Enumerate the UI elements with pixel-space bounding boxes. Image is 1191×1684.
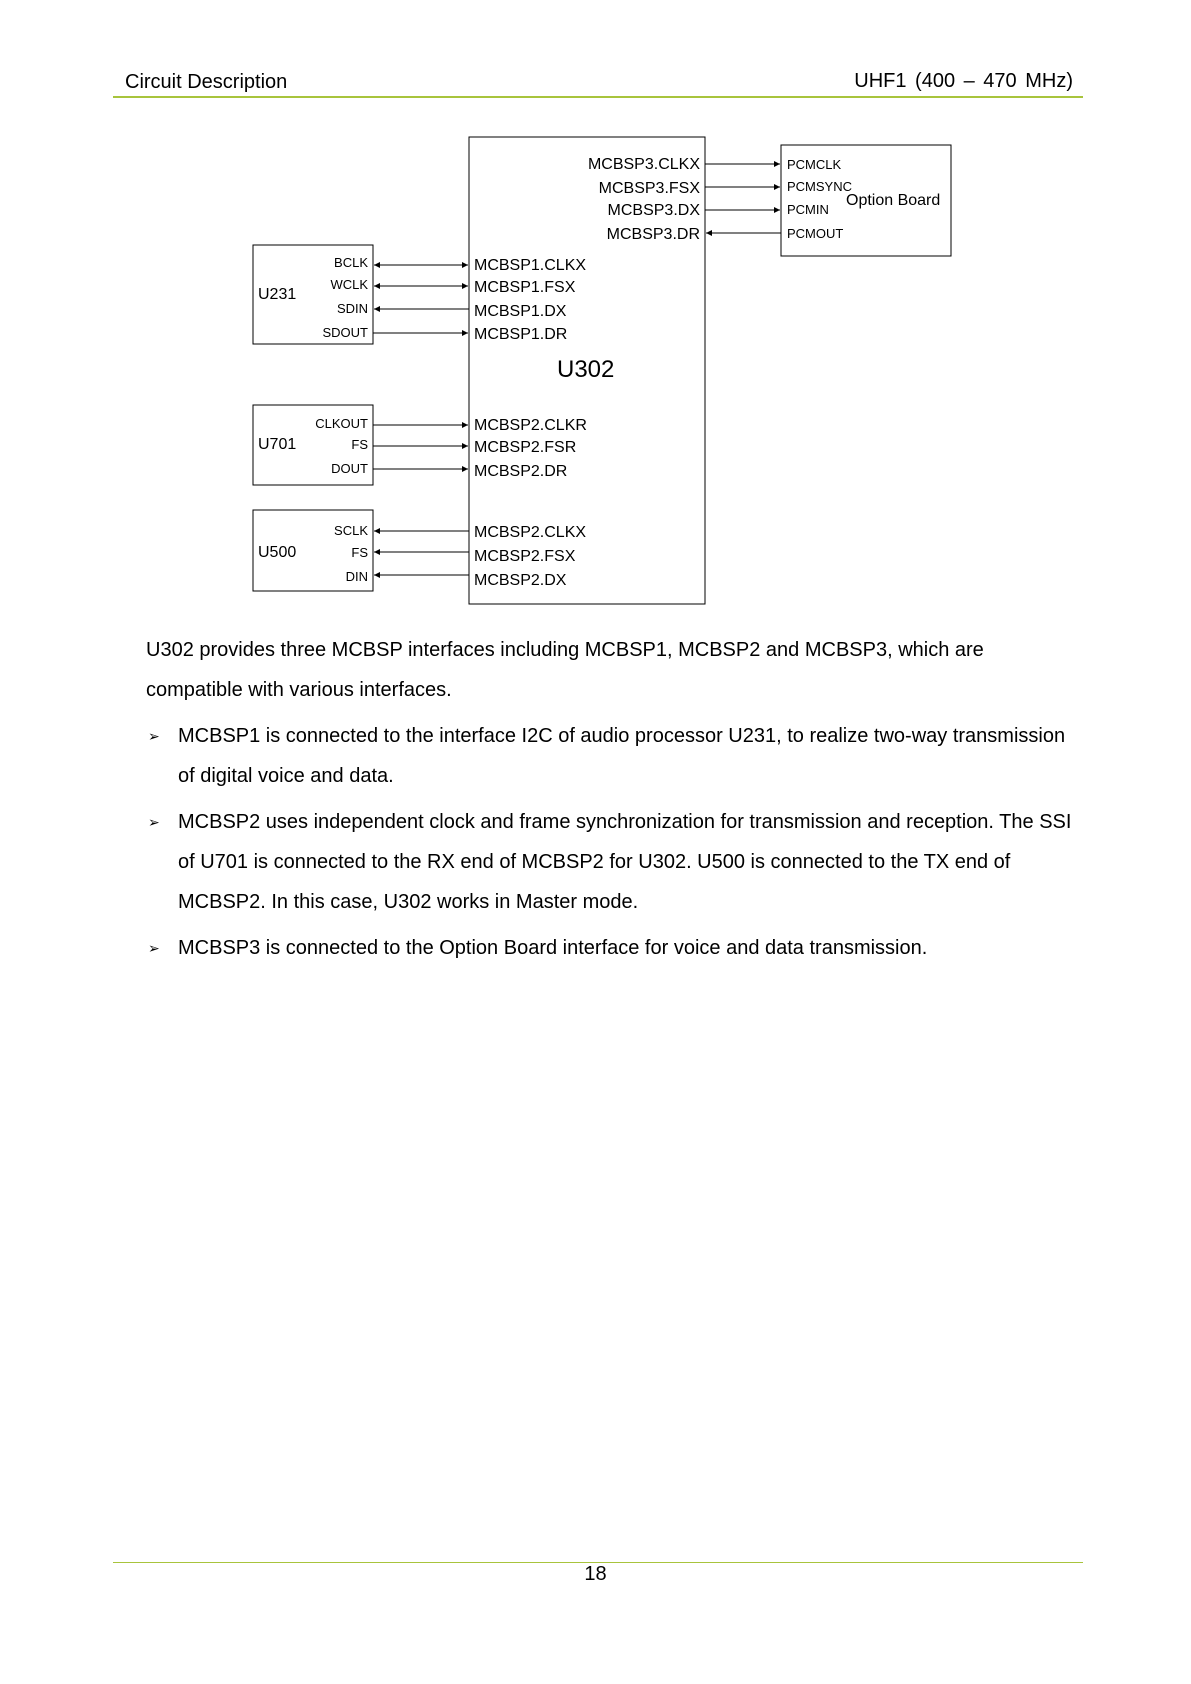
mcbsp2-fsr-label: MCBSP2.FSR <box>474 439 577 456</box>
u231-label: U231 <box>258 286 297 303</box>
mcbsp1-dx-label: MCBSP1.DX <box>474 303 567 320</box>
pcmout-label: PCMOUT <box>787 226 844 241</box>
u701-fs-label: FS <box>351 437 368 452</box>
u231-wclk-label: WCLK <box>330 277 368 292</box>
mcbsp2-clkx-label: MCBSP2.CLKX <box>474 524 587 541</box>
u231-bclk-label: BCLK <box>334 255 368 270</box>
mcbsp1-dr-label: MCBSP1.DR <box>474 326 568 343</box>
mcbsp3-fsx-label: MCBSP3.FSX <box>598 180 700 197</box>
bullet-arrow-icon: ➢ <box>148 814 160 830</box>
u701-clkout-label: CLKOUT <box>315 416 368 431</box>
bullet-item-mcbsp3 <box>146 928 1086 968</box>
mcbsp1-fsx-label: MCBSP1.FSX <box>474 279 576 296</box>
header-section-title: Circuit Description <box>125 71 288 93</box>
pcmsync-label: PCMSYNC <box>787 179 853 194</box>
bullet-item-mcbsp2 <box>146 802 1086 922</box>
u701-dout-label: DOUT <box>331 461 368 476</box>
mcbsp3-dx-label: MCBSP3.DX <box>607 202 700 219</box>
mcbsp2-dr-label: MCBSP2.DR <box>474 463 568 480</box>
mcbsp-block-diagram <box>0 0 1191 630</box>
page-number: 18 <box>584 1563 607 1585</box>
bullet-list <box>146 716 1086 968</box>
mcbsp3-dr-label: MCBSP3.DR <box>606 226 700 243</box>
bullet-text: MCBSP1 is connected to the interface I2C of audio processor U231, to realize two-way transmission of digital voice and data. <box>178 725 1066 787</box>
mcbsp1-clkx-label: MCBSP1.CLKX <box>474 257 587 274</box>
bullet-text: MCBSP2 uses independent clock and frame synchronization for transmission and reception. The SSI of U701 is connected to the RX end of MCBSP2 for U302. U500 is connected to the TX end of MCBSP2. In this case, U302 works in Master mode. <box>178 811 1072 913</box>
option-board-label: Option Board <box>846 192 941 209</box>
u231-sdout-label: SDOUT <box>322 325 368 340</box>
mcbsp2-dx-label: MCBSP2.DX <box>474 572 567 589</box>
pcmclk-label: PCMCLK <box>787 157 842 172</box>
u302-label: U302 <box>557 356 615 383</box>
intro-paragraph: U302 provides three MCBSP interfaces including MCBSP1, MCBSP2 and MCBSP3, which are compatible with various interfaces. <box>146 639 984 701</box>
u500-label: U500 <box>258 544 297 561</box>
body-text <box>146 630 1086 974</box>
u500-fs-label: FS <box>351 545 368 560</box>
bullet-item-mcbsp1 <box>146 716 1086 796</box>
header-model-range: UHF1 (400 – 470 MHz) <box>854 70 1073 92</box>
mcbsp2-fsx-label: MCBSP2.FSX <box>474 548 576 565</box>
u231-sdin-label: SDIN <box>336 301 368 316</box>
u500-sclk-label: SCLK <box>334 523 368 538</box>
bullet-arrow-icon: ➢ <box>148 728 160 744</box>
u701-label: U701 <box>258 436 297 453</box>
mcbsp3-clkx-label: MCBSP3.CLKX <box>587 156 700 173</box>
u500-din-label: DIN <box>345 569 368 584</box>
pcmin-label: PCMIN <box>787 202 829 217</box>
bullet-arrow-icon: ➢ <box>148 940 160 956</box>
mcbsp2-clkr-label: MCBSP2.CLKR <box>474 417 587 434</box>
bullet-text: MCBSP3 is connected to the Option Board interface for voice and data transmission. <box>178 937 928 959</box>
